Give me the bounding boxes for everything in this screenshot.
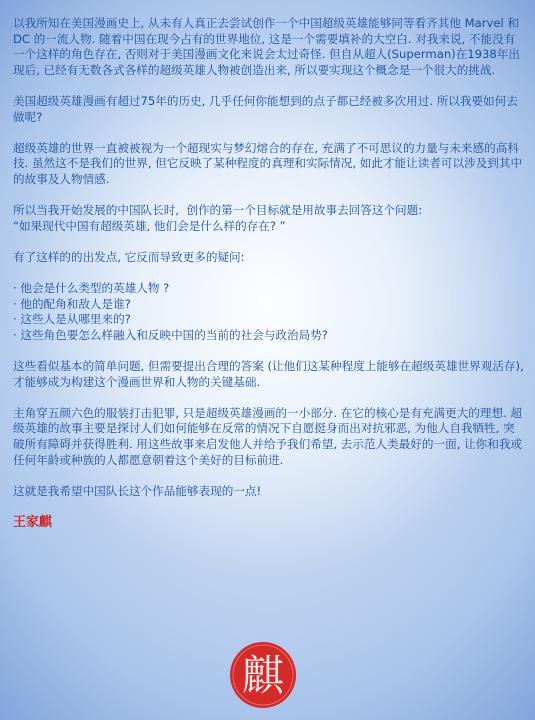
list-item: · 他会是什么类型的英雄人物 ? [13,281,170,296]
question-list [13,281,525,343]
paragraph-doubts: 有了这样的的出发点, 它反而导致更多的疑问: [13,249,245,264]
paragraph-question: 所以当我开始发展的中国队长时, 创作的第一个目标就是用故事去回答这个问题: “如果现代中国有超级英雄, 他们会是什么样的存在? ” [13,203,423,233]
list-item: · 这些人是从哪里来的? [13,312,131,327]
paragraph-world: 超级英雄的世界一直被被视为一个超现实与梦幻熔合的存在, 充满了不可思议的力量与未来感的高科技. 虽然这不是我们的世界, 但它反映了某种程度的真理和实际情况, 如此才能让读者可以涉及到其中的故事及人物情感. [13,140,523,186]
seal-character: 麒 [241,651,285,700]
letter-body [13,16,528,531]
paragraph-answers: 这些看似基本的简单问题, 但需要提出合理的答案 (让他们这某种程度上能够在超级英雄世界观活存), 才能够成为构建这个漫画世界和人物的关键基础. [13,359,528,389]
seal-stamp-icon [228,640,298,710]
list-item: · 这些角色要怎么样融入和反映中国的当前的社会与政治局势? [13,327,328,342]
paragraph-closing: 这就是我希望中国队长这个作品能够表现的一点! [13,483,262,498]
paragraph-history: 美国超级英雄漫画有超过75年的历史, 几乎任何你能想到的点子都已经被多次用过. 所以我要如何去做呢? [13,93,518,124]
signature: 王家麒 [13,515,53,530]
paragraph-core: 主角穿五颜六色的服装打击犯罪, 只是超级英雄漫画的一小部分. 在它的核心是有充满更大的理想. 超级英雄的故事主要是探讨人们如何能够在反常的情况下自愿挺身而出对抗邪恶, 为他人自我牺牲, 突破所有障碍并获得胜利. 用这些故事来启发他人并给予我们希望, 去示范人类最好的一面, 让你和我或任何年龄或种族的人都愿意朝着这个美好的目标前进. [13,405,523,467]
list-item: · 他的配角和敌人是谁? [13,296,131,311]
paragraph-intro: 以我所知在美国漫画史上, 从未有人真正去尝试创作一个中国超级英雄能够同等看齐其他 Marvel 和 DC 的一流人物. 随着中国在现今占有的世界地位, 这是一个需要填补的大空白. 对我来说, 不能没有一个这样的角色存在, 否则对于美国漫画文化来说会太过奇怪. 但自从超人(Superman)在1938年出现后, 已经有无数各式各样的超级英雄人物被创造出来, 所以要实现这个概念是一个很大的挑战. [13,16,523,77]
